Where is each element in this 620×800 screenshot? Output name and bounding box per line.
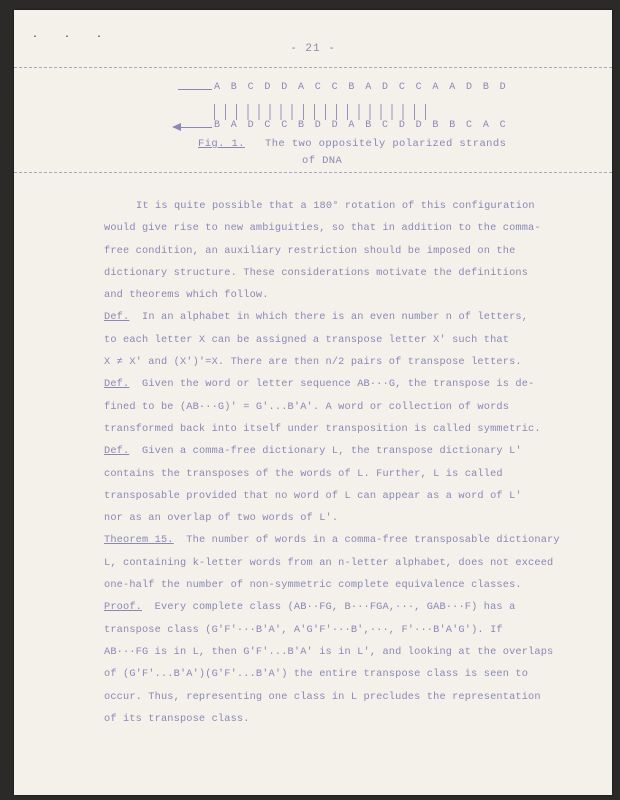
theorem-label: Theorem 15. bbox=[104, 534, 174, 547]
text-line: and theorems which follow. bbox=[104, 289, 269, 302]
text-line: one-half the number of non-symmetric complete equivalence classes. bbox=[104, 579, 522, 592]
definition-line bbox=[104, 373, 574, 395]
definition-label: Def. bbox=[104, 445, 130, 458]
text-line: Given the word or letter sequence AB···G, the transpose is de- bbox=[142, 378, 535, 391]
text-line: of (G'F'...B'A')(G'F'...B'A') the entire transpose class is seen to bbox=[104, 668, 529, 681]
text-line: contains the transposes of the words of L. Further, L is called bbox=[104, 467, 503, 480]
top-divider bbox=[14, 67, 612, 68]
text-line: occur. Thus, representing one class in L precludes the representation bbox=[104, 690, 541, 703]
proof-label: Proof. bbox=[104, 601, 142, 614]
text-line: fined to be (AB···G)' = G'...B'A'. A word or collection of words bbox=[104, 400, 510, 413]
text-line: nor as an overlap of two words of L'. bbox=[104, 512, 339, 525]
text-line: L, containing k-letter words from an n-letter alphabet, does not exceed bbox=[104, 556, 554, 569]
text-line: to each letter X can be assigned a transpose letter X' such that bbox=[104, 333, 510, 346]
figure-label: Fig. 1. bbox=[198, 138, 245, 150]
bottom-strand: B A D C C B D D A B C D D B B C A C bbox=[214, 120, 509, 131]
proof-line bbox=[104, 596, 574, 618]
definition-line bbox=[104, 306, 574, 328]
text-line: Given a comma-free dictionary L, the transpose dictionary L' bbox=[142, 445, 522, 458]
text-line: The number of words in a comma-free transposable dictionary bbox=[186, 534, 560, 547]
text-line: AB···FG is in L, then G'F'...B'A' is in L', and looking at the overlaps bbox=[104, 645, 554, 658]
top-strand: A B C D D A C C B A D C C A A D B D bbox=[214, 82, 509, 93]
definition-label: Def. bbox=[104, 311, 130, 324]
text-line: It is quite possible that a 180° rotation of this configuration bbox=[136, 200, 535, 212]
definition-line bbox=[104, 440, 574, 462]
text-line: dictionary structure. These considerations motivate the definitions bbox=[104, 266, 529, 279]
hydrogen-bonds bbox=[214, 104, 436, 120]
text-line: X ≠ X' and (X')'=X. There are then n/2 pairs of transpose letters. bbox=[104, 356, 522, 369]
text-line: transpose class (G'F'···B'A', A'G'F'···B',···, F'···B'A'G'). If bbox=[104, 623, 503, 636]
figure-caption-text: The two oppositely polarized strands bbox=[265, 138, 507, 150]
body-text bbox=[104, 195, 574, 730]
text-line: Every complete class (AB··FG, B···FGA,···, GAB···F) has a bbox=[154, 601, 516, 614]
figure-caption-line1 bbox=[198, 138, 506, 150]
text-line: transformed back into itself under transposition is called symmetric. bbox=[104, 422, 541, 435]
figure-divider bbox=[14, 172, 612, 173]
definition-label: Def. bbox=[104, 378, 130, 391]
paper-specks: · · · bbox=[32, 32, 113, 43]
text-line: would give rise to new ambiguities, so that in addition to the comma- bbox=[104, 222, 541, 235]
text-line: of its transpose class. bbox=[104, 712, 250, 725]
theorem-line bbox=[104, 529, 574, 551]
text-line: free condition, an auxiliary restriction should be imposed on the bbox=[104, 244, 516, 257]
figure-caption-line2: of DNA bbox=[302, 155, 343, 167]
document-page bbox=[14, 10, 612, 795]
text-line: In an alphabet in which there is an even number n of letters, bbox=[142, 311, 529, 324]
page-number: - 21 - bbox=[290, 43, 336, 55]
text-line: transposable provided that no word of L can appear as a word of L' bbox=[104, 489, 522, 502]
